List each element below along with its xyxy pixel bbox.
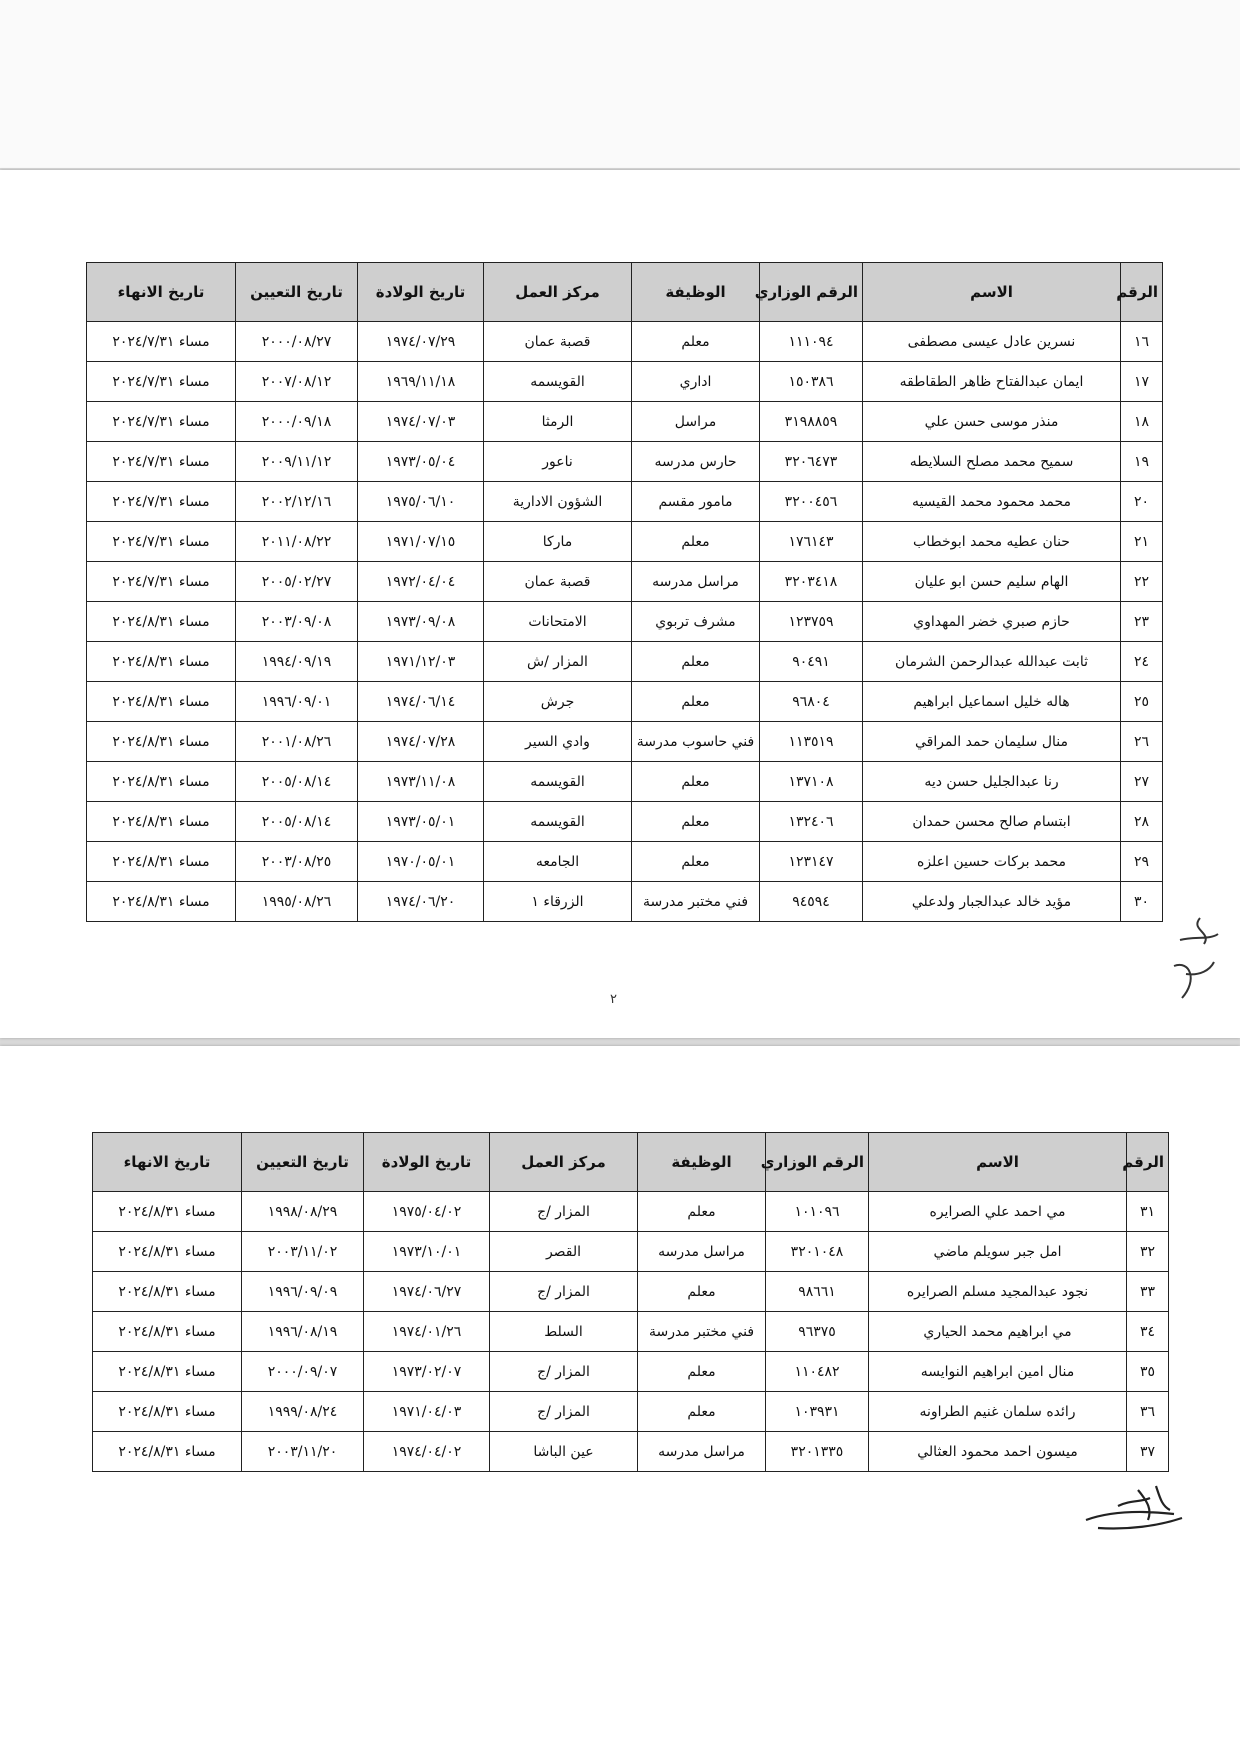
cell-name: امل جبر سويلم ماضي <box>869 1232 1127 1272</box>
cell-work-center: الامتحانات <box>484 602 632 642</box>
cell-birth-date: ١٩٧٣/٠٥/٠٤ <box>358 442 484 482</box>
cell-name: محمد محمود محمد القيسيه <box>863 482 1121 522</box>
cell-job: فني مختبر مدرسة <box>638 1312 766 1352</box>
cell-ministry-no: ١١٠٤٨٢ <box>766 1352 869 1392</box>
cell-name: منال سليمان حمد المراقي <box>863 722 1121 762</box>
cell-no: ١٨ <box>1121 402 1163 442</box>
cell-no: ٣٤ <box>1127 1312 1169 1352</box>
cell-ministry-no: ١٠٣٩٣١ <box>766 1392 869 1432</box>
table-row <box>87 762 1163 802</box>
cell-work-center: عين الباشا <box>490 1432 638 1472</box>
cell-work-center: المزار /ش <box>484 642 632 682</box>
cell-work-center: ماركا <box>484 522 632 562</box>
header-no: الرقم <box>1121 263 1163 322</box>
cell-appointment-date: ٢٠٠١/٠٨/٢٦ <box>236 722 358 762</box>
cell-birth-date: ١٩٧١/١٢/٠٣ <box>358 642 484 682</box>
cell-work-center: المزار /ج <box>490 1272 638 1312</box>
cell-work-center: السلط <box>490 1312 638 1352</box>
cell-job: معلم <box>632 762 760 802</box>
table-row <box>93 1312 1169 1352</box>
header-work-center: مركز العمل <box>490 1133 638 1192</box>
cell-end-date: مساء ٢٠٢٤/٨/٣١ <box>87 842 236 882</box>
document-page-2 <box>0 1046 1240 1754</box>
table-body-1 <box>87 322 1163 922</box>
cell-name: رنا عبدالجليل حسن ديه <box>863 762 1121 802</box>
cell-birth-date: ١٩٧١/٠٤/٠٣ <box>364 1392 490 1432</box>
cell-appointment-date: ١٩٩٨/٠٨/٢٩ <box>242 1192 364 1232</box>
cell-birth-date: ١٩٧٣/٠٩/٠٨ <box>358 602 484 642</box>
header-ministry-no: الرقم الوزاري <box>760 263 863 322</box>
cell-end-date: مساء ٢٠٢٤/٨/٣١ <box>87 882 236 922</box>
cell-no: ٢١ <box>1121 522 1163 562</box>
cell-no: ٣٧ <box>1127 1432 1169 1472</box>
cell-birth-date: ١٩٦٩/١١/١٨ <box>358 362 484 402</box>
cell-birth-date: ١٩٧٤/٠٧/٢٨ <box>358 722 484 762</box>
cell-appointment-date: ٢٠١١/٠٨/٢٢ <box>236 522 358 562</box>
table-row <box>87 362 1163 402</box>
cell-job: مراسل مدرسه <box>632 562 760 602</box>
cell-ministry-no: ١٠١٠٩٦ <box>766 1192 869 1232</box>
cell-end-date: مساء ٢٠٢٤/٧/٣١ <box>87 402 236 442</box>
cell-end-date: مساء ٢٠٢٤/٨/٣١ <box>87 682 236 722</box>
page-top-margin <box>0 0 1240 168</box>
cell-ministry-no: ١٣٧١٠٨ <box>760 762 863 802</box>
employees-table-2 <box>92 1132 1169 1472</box>
cell-end-date: مساء ٢٠٢٤/٧/٣١ <box>87 522 236 562</box>
table-header-row <box>87 263 1163 322</box>
cell-no: ٣٢ <box>1127 1232 1169 1272</box>
header-job: الوظيفة <box>632 263 760 322</box>
cell-appointment-date: ٢٠٠٣/١١/٢٠ <box>242 1432 364 1472</box>
table-row <box>87 442 1163 482</box>
cell-job: معلم <box>632 842 760 882</box>
header-appointment-date: تاريخ التعيين <box>236 263 358 322</box>
table-row <box>87 682 1163 722</box>
cell-name: مي ابراهيم محمد الحياري <box>869 1312 1127 1352</box>
cell-job: معلم <box>632 682 760 722</box>
header-end-date: تاريخ الانهاء <box>87 263 236 322</box>
table-row <box>87 562 1163 602</box>
cell-appointment-date: ٢٠٠٢/١٢/١٦ <box>236 482 358 522</box>
header-birth-date: تاريخ الولادة <box>364 1133 490 1192</box>
cell-birth-date: ١٩٧٣/١٠/٠١ <box>364 1232 490 1272</box>
cell-no: ٣٣ <box>1127 1272 1169 1312</box>
cell-job: معلم <box>632 522 760 562</box>
cell-birth-date: ١٩٧٥/٠٦/١٠ <box>358 482 484 522</box>
cell-appointment-date: ١٩٩٤/٠٩/١٩ <box>236 642 358 682</box>
cell-ministry-no: ١٥٠٣٨٦ <box>760 362 863 402</box>
cell-birth-date: ١٩٧٣/١١/٠٨ <box>358 762 484 802</box>
cell-end-date: مساء ٢٠٢٤/٨/٣١ <box>93 1192 242 1232</box>
table-row <box>93 1392 1169 1432</box>
cell-end-date: مساء ٢٠٢٤/٨/٣١ <box>93 1272 242 1312</box>
cell-name: ثابت عبدالله عبدالرحمن الشرمان <box>863 642 1121 682</box>
cell-end-date: مساء ٢٠٢٤/٨/٣١ <box>87 802 236 842</box>
cell-appointment-date: ١٩٩٦/٠٨/١٩ <box>242 1312 364 1352</box>
employees-table-1 <box>86 262 1163 922</box>
cell-end-date: مساء ٢٠٢٤/٨/٣١ <box>87 722 236 762</box>
cell-birth-date: ١٩٧٤/٠١/٢٦ <box>364 1312 490 1352</box>
cell-birth-date: ١٩٧٤/٠٧/٠٣ <box>358 402 484 442</box>
cell-name: منذر موسى حسن علي <box>863 402 1121 442</box>
cell-name: نسرين عادل عيسى مصطفى <box>863 322 1121 362</box>
table-row <box>93 1192 1169 1232</box>
cell-work-center: الرمثا <box>484 402 632 442</box>
cell-work-center: وادي السير <box>484 722 632 762</box>
header-name: الاسم <box>869 1133 1127 1192</box>
table-row <box>87 802 1163 842</box>
cell-no: ٢٢ <box>1121 562 1163 602</box>
cell-no: ٢٧ <box>1121 762 1163 802</box>
cell-end-date: مساء ٢٠٢٤/٨/٣١ <box>93 1352 242 1392</box>
cell-birth-date: ١٩٧٤/٠٦/٢٠ <box>358 882 484 922</box>
cell-work-center: القصر <box>490 1232 638 1272</box>
table-row <box>87 842 1163 882</box>
header-birth-date: تاريخ الولادة <box>358 263 484 322</box>
cell-ministry-no: ٩٤٥٩٤ <box>760 882 863 922</box>
signature-mark-icon <box>1160 910 1224 1010</box>
cell-work-center: الجامعه <box>484 842 632 882</box>
cell-job: معلم <box>632 322 760 362</box>
cell-birth-date: ١٩٧٢/٠٤/٠٤ <box>358 562 484 602</box>
page-number: ٢ <box>610 992 617 1007</box>
cell-job: مامور مقسم <box>632 482 760 522</box>
cell-appointment-date: ٢٠٠٥/٠٨/١٤ <box>236 802 358 842</box>
cell-ministry-no: ٣١٩٨٨٥٩ <box>760 402 863 442</box>
cell-work-center: قصبة عمان <box>484 562 632 602</box>
cell-name: ابتسام صالح محسن حمدان <box>863 802 1121 842</box>
table-row <box>93 1352 1169 1392</box>
cell-work-center: جرش <box>484 682 632 722</box>
cell-no: ٢٨ <box>1121 802 1163 842</box>
cell-no: ٢٥ <box>1121 682 1163 722</box>
cell-ministry-no: ٣٢٠٣٤١٨ <box>760 562 863 602</box>
header-job: الوظيفة <box>638 1133 766 1192</box>
cell-end-date: مساء ٢٠٢٤/٧/٣١ <box>87 322 236 362</box>
cell-work-center: المزار /ج <box>490 1352 638 1392</box>
header-work-center: مركز العمل <box>484 263 632 322</box>
cell-job: معلم <box>632 802 760 842</box>
table-row <box>87 322 1163 362</box>
cell-birth-date: ١٩٧٤/٠٦/١٤ <box>358 682 484 722</box>
cell-appointment-date: ٢٠٠٣/١١/٠٢ <box>242 1232 364 1272</box>
cell-no: ٢٩ <box>1121 842 1163 882</box>
header-name: الاسم <box>863 263 1121 322</box>
cell-appointment-date: ٢٠٠٠/٠٨/٢٧ <box>236 322 358 362</box>
cell-ministry-no: ٣٢٠١٠٤٨ <box>766 1232 869 1272</box>
cell-work-center: المزار /ج <box>490 1392 638 1432</box>
cell-name: مؤيد خالد عبدالجبار ولدعلي <box>863 882 1121 922</box>
cell-name: حنان عطيه محمد ابوخطاب <box>863 522 1121 562</box>
cell-end-date: مساء ٢٠٢٤/٨/٣١ <box>87 602 236 642</box>
cell-job: معلم <box>638 1272 766 1312</box>
cell-end-date: مساء ٢٠٢٤/٧/٣١ <box>87 362 236 402</box>
cell-birth-date: ١٩٧٤/٠٧/٢٩ <box>358 322 484 362</box>
header-appointment-date: تاريخ التعيين <box>242 1133 364 1192</box>
cell-ministry-no: ١٧٦١٤٣ <box>760 522 863 562</box>
cell-birth-date: ١٩٧٤/٠٦/٢٧ <box>364 1272 490 1312</box>
cell-birth-date: ١٩٧٣/٠٥/٠١ <box>358 802 484 842</box>
cell-job: مراسل مدرسه <box>638 1232 766 1272</box>
cell-ministry-no: ٩٦٣٧٥ <box>766 1312 869 1352</box>
cell-appointment-date: ٢٠٠٠/٠٩/٠٧ <box>242 1352 364 1392</box>
cell-job: معلم <box>638 1352 766 1392</box>
cell-no: ١٦ <box>1121 322 1163 362</box>
cell-work-center: الشؤون الادارية <box>484 482 632 522</box>
cell-no: ١٧ <box>1121 362 1163 402</box>
cell-appointment-date: ١٩٩٦/٠٩/٠٩ <box>242 1272 364 1312</box>
cell-name: حازم صبري خضر المهداوي <box>863 602 1121 642</box>
cell-name: سميح محمد مصلح السلايطه <box>863 442 1121 482</box>
table-row <box>87 482 1163 522</box>
cell-name: ايمان عبدالفتاح ظاهر الطقاطقه <box>863 362 1121 402</box>
cell-no: ٢٣ <box>1121 602 1163 642</box>
cell-job: فني حاسوب مدرسة <box>632 722 760 762</box>
cell-no: ٣٦ <box>1127 1392 1169 1432</box>
cell-name: نجود عبدالمجيد مسلم الصرايره <box>869 1272 1127 1312</box>
cell-no: ٣٠ <box>1121 882 1163 922</box>
cell-work-center: قصبة عمان <box>484 322 632 362</box>
cell-name: محمد بركات حسين اعلزه <box>863 842 1121 882</box>
cell-end-date: مساء ٢٠٢٤/٨/٣١ <box>93 1312 242 1352</box>
cell-job: مشرف تربوي <box>632 602 760 642</box>
cell-work-center: القويسمه <box>484 762 632 802</box>
cell-end-date: مساء ٢٠٢٤/٧/٣١ <box>87 562 236 602</box>
cell-no: ٣١ <box>1127 1192 1169 1232</box>
cell-job: فني مختبر مدرسة <box>632 882 760 922</box>
cell-appointment-date: ٢٠٠٠/٠٩/١٨ <box>236 402 358 442</box>
header-ministry-no: الرقم الوزاري <box>766 1133 869 1192</box>
cell-no: ٢٠ <box>1121 482 1163 522</box>
cell-job: حارس مدرسه <box>632 442 760 482</box>
cell-ministry-no: ٩٨٦٦١ <box>766 1272 869 1312</box>
cell-ministry-no: ١٢٣١٤٧ <box>760 842 863 882</box>
cell-birth-date: ١٩٧٤/٠٤/٠٢ <box>364 1432 490 1472</box>
table-row <box>87 642 1163 682</box>
table-row <box>87 602 1163 642</box>
cell-end-date: مساء ٢٠٢٤/٨/٣١ <box>93 1432 242 1472</box>
table-row <box>87 882 1163 922</box>
cell-end-date: مساء ٢٠٢٤/٨/٣١ <box>93 1232 242 1272</box>
cell-appointment-date: ١٩٩٩/٠٨/٢٤ <box>242 1392 364 1432</box>
cell-appointment-date: ٢٠٠٥/٠٢/٢٧ <box>236 562 358 602</box>
table-row <box>87 402 1163 442</box>
cell-appointment-date: ٢٠٠٥/٠٨/١٤ <box>236 762 358 802</box>
cell-appointment-date: ١٩٩٦/٠٩/٠١ <box>236 682 358 722</box>
cell-work-center: القويسمه <box>484 362 632 402</box>
cell-birth-date: ١٩٧٥/٠٤/٠٢ <box>364 1192 490 1232</box>
cell-no: ٢٤ <box>1121 642 1163 682</box>
cell-ministry-no: ٣٢٠٦٤٧٣ <box>760 442 863 482</box>
cell-job: معلم <box>632 642 760 682</box>
cell-ministry-no: ١٣٢٤٠٦ <box>760 802 863 842</box>
cell-ministry-no: ٩٦٨٠٤ <box>760 682 863 722</box>
cell-job: معلم <box>638 1392 766 1432</box>
table-row <box>93 1272 1169 1312</box>
cell-ministry-no: ١١٣٥١٩ <box>760 722 863 762</box>
cell-appointment-date: ٢٠٠٣/٠٨/٢٥ <box>236 842 358 882</box>
cell-work-center: المزار /ج <box>490 1192 638 1232</box>
cell-work-center: الزرقاء ١ <box>484 882 632 922</box>
cell-name: رائده سلمان غنيم الطراونه <box>869 1392 1127 1432</box>
cell-end-date: مساء ٢٠٢٤/٨/٣١ <box>87 762 236 802</box>
cell-name: مي احمد علي الصرايره <box>869 1192 1127 1232</box>
cell-end-date: مساء ٢٠٢٤/٧/٣١ <box>87 482 236 522</box>
cell-ministry-no: ٣٢٠١٣٣٥ <box>766 1432 869 1472</box>
header-end-date: تاريخ الانهاء <box>93 1133 242 1192</box>
cell-job: معلم <box>638 1192 766 1232</box>
cell-ministry-no: ٩٠٤٩١ <box>760 642 863 682</box>
cell-no: ١٩ <box>1121 442 1163 482</box>
cell-name: هاله خليل اسماعيل ابراهيم <box>863 682 1121 722</box>
cell-job: مراسل <box>632 402 760 442</box>
table-row <box>93 1432 1169 1472</box>
table-header-row <box>93 1133 1169 1192</box>
cell-ministry-no: ١٢٣٧٥٩ <box>760 602 863 642</box>
cell-birth-date: ١٩٧٣/٠٢/٠٧ <box>364 1352 490 1392</box>
cell-birth-date: ١٩٧٠/٠٥/٠١ <box>358 842 484 882</box>
cell-appointment-date: ١٩٩٥/٠٨/٢٦ <box>236 882 358 922</box>
cell-name: الهام سليم حسن ابو عليان <box>863 562 1121 602</box>
cell-appointment-date: ٢٠٠٣/٠٩/٠٨ <box>236 602 358 642</box>
cell-no: ٢٦ <box>1121 722 1163 762</box>
cell-appointment-date: ٢٠٠٧/٠٨/١٢ <box>236 362 358 402</box>
cell-no: ٣٥ <box>1127 1352 1169 1392</box>
table-row <box>87 722 1163 762</box>
table-row <box>93 1232 1169 1272</box>
cell-work-center: ناعور <box>484 442 632 482</box>
cell-end-date: مساء ٢٠٢٤/٨/٣١ <box>93 1392 242 1432</box>
cell-ministry-no: ٣٢٠٠٤٥٦ <box>760 482 863 522</box>
cell-end-date: مساء ٢٠٢٤/٧/٣١ <box>87 442 236 482</box>
cell-ministry-no: ١١١٠٩٤ <box>760 322 863 362</box>
table-row <box>87 522 1163 562</box>
cell-name: ميسون احمد محمود العثالي <box>869 1432 1127 1472</box>
cell-birth-date: ١٩٧١/٠٧/١٥ <box>358 522 484 562</box>
cell-name: منال امين ابراهيم النوايسه <box>869 1352 1127 1392</box>
table-body-2 <box>93 1192 1169 1472</box>
signature-icon <box>1078 1480 1188 1540</box>
cell-work-center: القويسمه <box>484 802 632 842</box>
cell-appointment-date: ٢٠٠٩/١١/١٢ <box>236 442 358 482</box>
header-no: الرقم <box>1127 1133 1169 1192</box>
cell-end-date: مساء ٢٠٢٤/٨/٣١ <box>87 642 236 682</box>
cell-job: مراسل مدرسه <box>638 1432 766 1472</box>
document-page-1 <box>0 170 1240 1038</box>
cell-job: اداري <box>632 362 760 402</box>
